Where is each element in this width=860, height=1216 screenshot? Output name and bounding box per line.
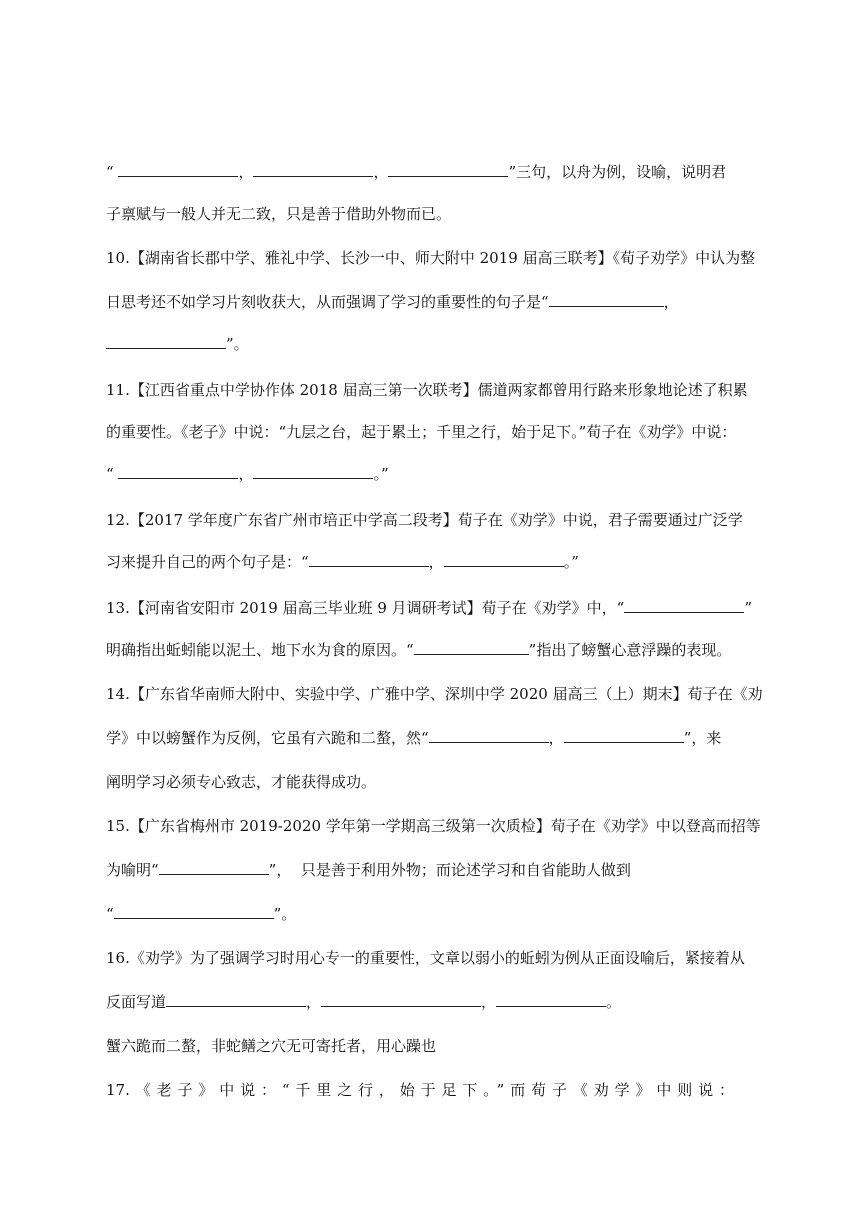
q10-line-2: 日思考还不如学习片刻收获大，从而强调了学习的重要性的句子是“ ， [106, 293, 679, 311]
answer-blank[interactable] [253, 162, 373, 177]
q16-line-1: 16.《劝学》为了强调学习时用心专一的重要性，文章以弱小的蚯蚓为例从正面设喻后，紧接着从 [106, 949, 745, 967]
answer-blank[interactable] [309, 552, 429, 567]
q15-line-1: 15.【广东省梅州市 2019-2020 学年第一学期高三级第一次质检】荀子在《劝学》中以登高而招等 [106, 817, 761, 835]
q12-line-2: 习来提升自己的两个句子是：“ ， 。” [106, 553, 579, 571]
quote-open: “ [106, 163, 114, 181]
q15-line-2: 为喻明“ ”， 只是善于利用外物；而论述学习和自省能助人做到 [106, 861, 631, 879]
q17-line-1: 17.《老子》中说：“千里之行，始于足下。”而荀子《劝学》中则说： [106, 1081, 734, 1099]
q14-line-2: 学》中以螃蟹作为反例，它虽有六跪和二螯，然“ ， ”，来 [106, 729, 722, 747]
answer-blank[interactable] [444, 552, 564, 567]
q11-line-2: 的重要性。《老子》中说：“九层之台，起于累土；千里之行，始于足下。”荀子在《劝学》中说： [106, 423, 737, 441]
answer-blank[interactable] [106, 334, 226, 349]
q11-line-3: “ ， 。” [106, 465, 389, 483]
answer-blank[interactable] [159, 860, 269, 875]
q13-line-1: 13.【河南省安阳市 2019 届高三毕业班 9 月调研考试】荀子在《劝学》中，“ ” [106, 599, 752, 617]
answer-blank[interactable] [429, 728, 549, 743]
q13-line-2: 明确指出蚯蚓能以泥土、地下水为食的原因。“ ”指出了螃蟹心意浮躁的表现。 [106, 641, 732, 659]
q15-line-3: “ ”。 [106, 905, 297, 923]
answer-blank[interactable] [496, 992, 606, 1007]
q11-line-1: 11.【江西省重点中学协作体 2018 届高三第一次联考】儒道两家都曾用行路来形象地论述了积累 [106, 381, 748, 399]
q14-line-3: 阐明学习必须专心致志，才能获得成功。 [106, 773, 377, 791]
answer-blank[interactable] [549, 292, 664, 307]
q14-line-1: 14.【广东省华南师大附中、实验中学、广雅中学、深圳中学 2020 届高三（上）期末】荀子在《劝 [106, 685, 763, 703]
q16-line-2: 反面写道 ， ， 。 [106, 993, 622, 1011]
q16-answer: 蟹六跪而二螯，非蛇鳝之穴无可寄托者，用心躁也 [106, 1037, 437, 1055]
answer-blank[interactable] [414, 640, 529, 655]
q10-line-3: ”。 [106, 334, 734, 354]
answer-blank[interactable] [253, 464, 373, 479]
answer-blank[interactable] [166, 992, 306, 1007]
answer-blank[interactable] [118, 464, 238, 479]
answer-blank[interactable] [388, 162, 508, 177]
answer-blank[interactable] [564, 728, 684, 743]
answer-blank[interactable] [624, 598, 744, 613]
answer-blank[interactable] [321, 992, 481, 1007]
answer-blank[interactable] [114, 904, 274, 919]
q9-line-2: 子禀赋与一般人并无二致，只是善于借助外物而已。 [106, 205, 452, 223]
q12-line-1: 12.【2017 学年度广东省广州市培正中学高二段考】荀子在《劝学》中说，君子需要通过广泛学 [106, 511, 743, 529]
answer-blank[interactable] [118, 162, 238, 177]
q9-line-1: “ ， ， ”三句，以舟为例，设喻，说明君 [106, 163, 727, 181]
q10-line-1: 10.【湖南省长郡中学、雅礼中学、长沙一中、师大附中 2019 届高三联考】《荀子劝学》中认为整 [106, 249, 756, 267]
